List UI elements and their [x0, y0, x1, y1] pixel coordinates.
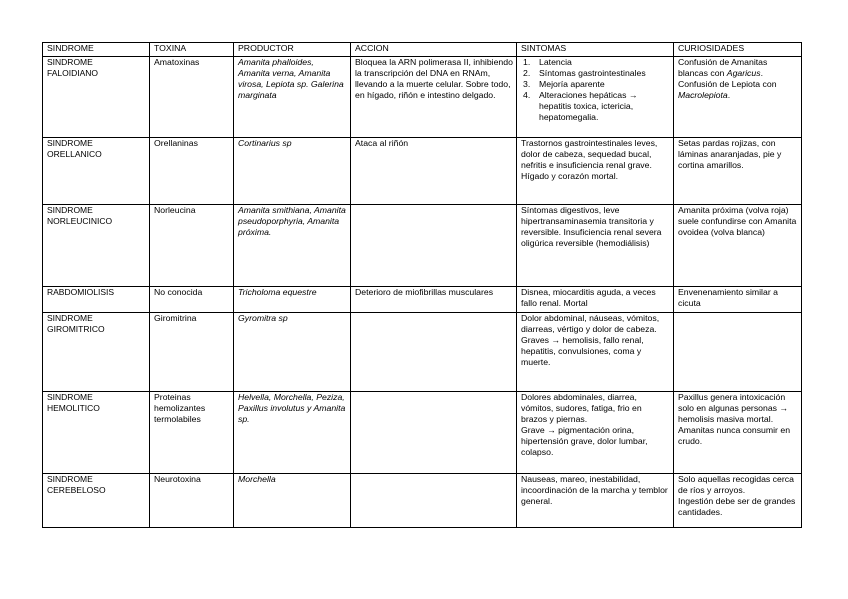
- accion-cell: [351, 392, 517, 474]
- header-accion: ACCION: [351, 43, 517, 57]
- accion-cell: [351, 205, 517, 287]
- accion-cell: Ataca al riñón: [351, 138, 517, 205]
- toxina-cell: Neurotoxina: [150, 474, 234, 528]
- curiosidades-cell: Paxillus genera intoxicación solo en algunas personas → hemolisis masiva mortal. Amanitas nunca consumir en crudo.: [674, 392, 802, 474]
- curiosidades-cell: [674, 313, 802, 392]
- accion-cell: [351, 313, 517, 392]
- toxina-cell: No conocida: [150, 287, 234, 313]
- header-sintomas: SINTOMAS: [517, 43, 674, 57]
- toxina-cell: Giromitrina: [150, 313, 234, 392]
- header-sindrome: SINDROME: [43, 43, 150, 57]
- header-toxina: TOXINA: [150, 43, 234, 57]
- productor-cell: Amanita phalloides, Amanita verna, Amanita virosa, Lepiota sp. Galerina marginata: [234, 57, 351, 138]
- accion-cell: Deterioro de miofibrillas musculares: [351, 287, 517, 313]
- table-row: [43, 313, 802, 392]
- curiosidades-cell: Solo aquellas recogidas cerca de ríos y arroyos. Ingestión debe ser de grandes cantidades.: [674, 474, 802, 528]
- sintomas-list: [521, 57, 670, 122]
- productor-cell: Tricholoma equestre: [234, 287, 351, 313]
- header-productor: PRODUCTOR: [234, 43, 351, 57]
- header-row: [43, 43, 802, 57]
- sindrome-cell: SINDROME CEREBELOSO: [43, 474, 150, 528]
- sindrome-cell: SINDROME FALOIDIANO: [43, 57, 150, 138]
- table-row: [43, 57, 802, 138]
- sindrome-cell: RABDOMIOLISIS: [43, 287, 150, 313]
- table-row: [43, 392, 802, 474]
- sindrome-cell: SINDROME HEMOLITICO: [43, 392, 150, 474]
- sintomas-cell: Disnea, miocarditis aguda, a veces fallo renal. Mortal: [517, 287, 674, 313]
- curiosidades-cell: Amanita próxima (volva roja) suele confundirse con Amanita ovoidea (volva blanca): [674, 205, 802, 287]
- curiosidades-cell: Envenenamiento similar a cicuta: [674, 287, 802, 313]
- toxina-cell: Proteinas hemolizantes termolabiles: [150, 392, 234, 474]
- sintomas-cell: Síntomas digestivos, leve hipertransaminasemia transitoria y reversible. Insuficiencia renal severa oligúrica reversible (hemodiálisis): [517, 205, 674, 287]
- sindrome-cell: SINDROME GIROMITRICO: [43, 313, 150, 392]
- accion-cell: Bloquea la ARN polimerasa II, inhibiendo la transcripción del DNA en RNAm, llevando a la muerte celular. Sobre todo, en hígado, riñón e intestino delgado.: [351, 57, 517, 138]
- sintomas-cell: Nauseas, mareo, inestabilidad, incoordinación de la marcha y temblor general.: [517, 474, 674, 528]
- table-row: [43, 205, 802, 287]
- sintomas-cell: Dolores abdominales, diarrea, vómitos, sudores, fatiga, frio en brazos y piernas. Grave → pigmentación orina, hipertensión grave, dolor lumbar, colapso.: [517, 392, 674, 474]
- productor-cell: Gyromitra sp: [234, 313, 351, 392]
- toxina-cell: Norleucina: [150, 205, 234, 287]
- list-item: 2. Síntomas gastrointestinales: [523, 67, 646, 78]
- productor-cell: Cortinarius sp: [234, 138, 351, 205]
- toxina-cell: Orellaninas: [150, 138, 234, 205]
- sindrome-cell: SINDROME ORELLANICO: [43, 138, 150, 205]
- accion-cell: [351, 474, 517, 528]
- syndrome-table: [42, 42, 802, 528]
- sindrome-cell: SINDROME NORLEUCINICO: [43, 205, 150, 287]
- list-item: 1. Latencia: [523, 57, 572, 67]
- table-row: [43, 138, 802, 205]
- productor-cell: Amanita smithiana, Amanita pseudoporphyria, Amanita próxima.: [234, 205, 351, 287]
- header-curiosidades: CURIOSIDADES: [674, 43, 802, 57]
- curiosidades-cell: Confusión de Amanitas blancas con Agaricus. Confusión de Lepiota con Macrolepiota.: [674, 57, 802, 138]
- curiosidades-cell: Setas pardas rojizas, con láminas anaranjadas, pie y cortina amarillos.: [674, 138, 802, 205]
- productor-cell: Helvella, Morchella, Peziza, Paxillus involutus y Amanita sp.: [234, 392, 351, 474]
- list-item: 3. Mejoría aparente: [523, 78, 605, 89]
- productor-cell: Morchella: [234, 474, 351, 528]
- list-item: 4. Alteraciones hepáticas → hepatitis toxica, ictericia, hepatomegalia.: [523, 89, 638, 122]
- sintomas-cell: Dolor abdominal, náuseas, vómitos, diarreas, vértigo y dolor de cabeza. Graves → hemolisis, fallo renal, hepatitis, convulsiones, coma y muerte.: [517, 313, 674, 392]
- table-row: [43, 474, 802, 528]
- table-row: [43, 287, 802, 313]
- sintomas-cell: Trastornos gastrointestinales leves, dolor de cabeza, sequedad bucal, nefritis e insuficiencia renal grave. Hígado y corazón mortal.: [517, 138, 674, 205]
- toxina-cell: Amatoxinas: [150, 57, 234, 138]
- sintomas-cell: [517, 57, 674, 138]
